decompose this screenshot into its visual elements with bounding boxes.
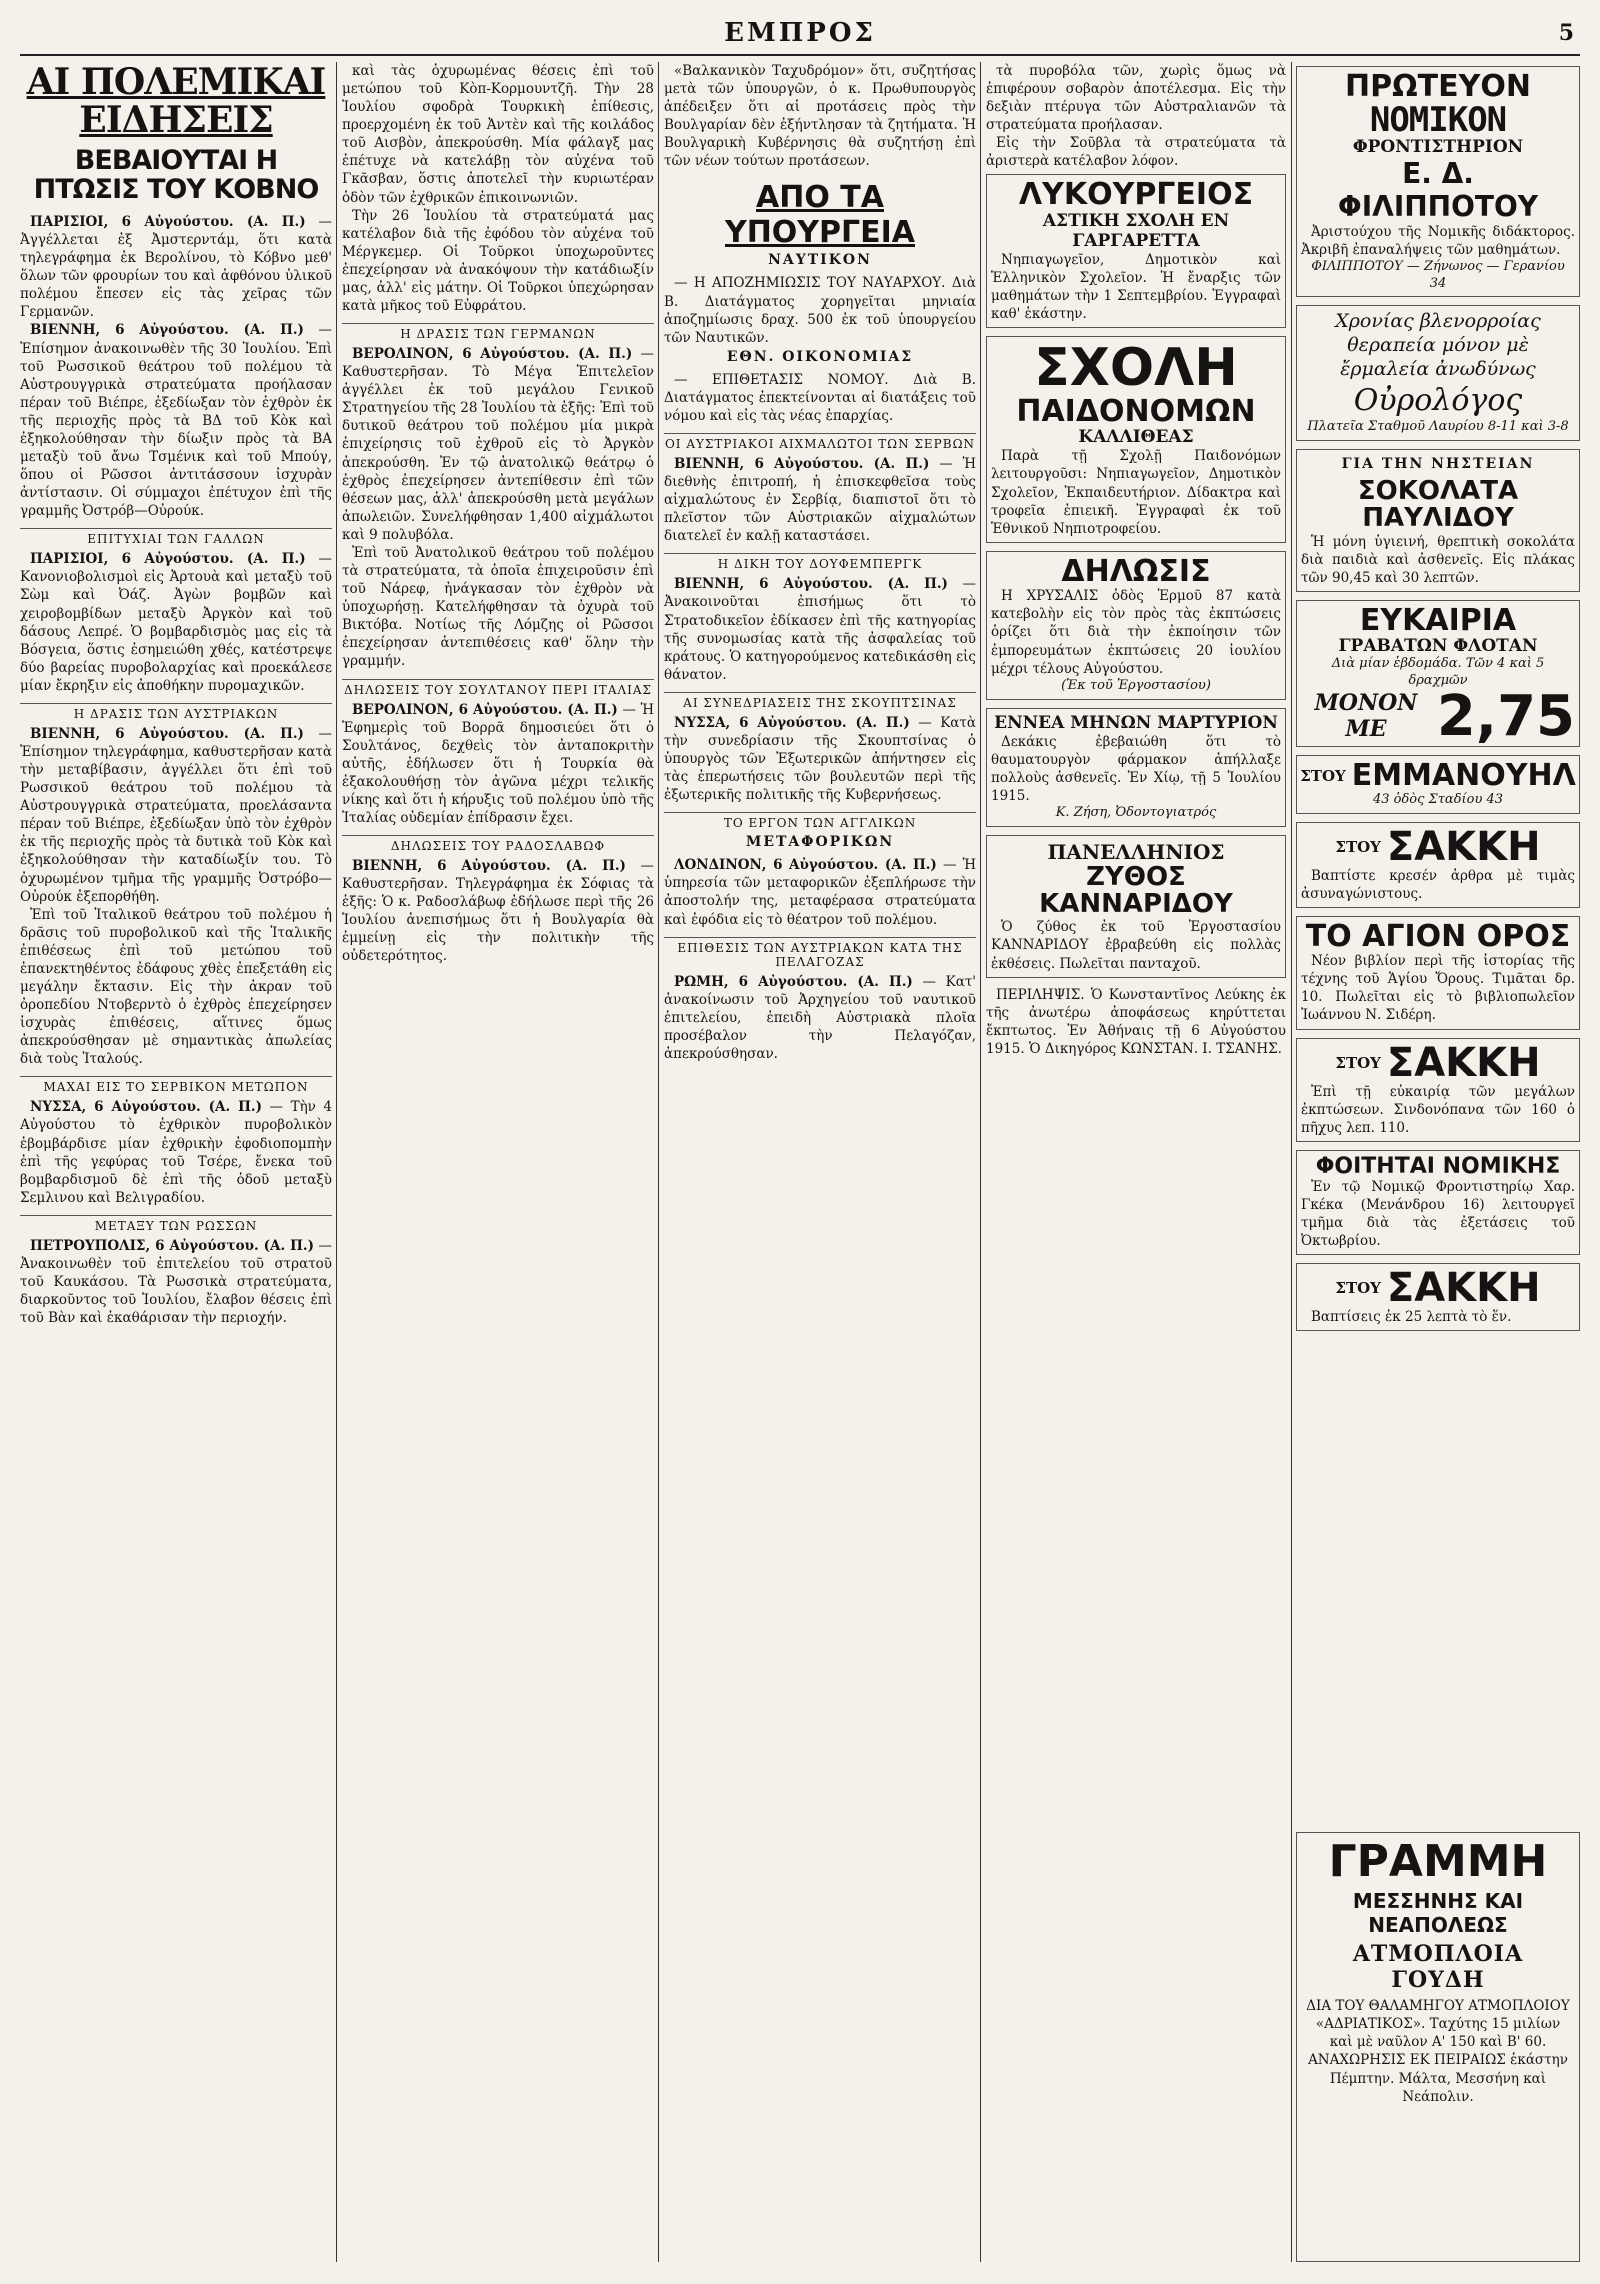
column-1 — [20, 62, 332, 2262]
article-text: — Καθυστερῆσαν. Τὸ Μέγα Ἐπιτελεῖον ἀγγέλλει ἐκ τοῦ μεγάλου Γενικοῦ Στρατηγείου τῆς 28 Ἰουλίου τὰ ἑξῆς: Ἐπὶ τοῦ δυτικοῦ θεάτρου τοῦ πολέμου μία μικρὰ ἐπιχείρησις τοῦ ἐχθροῦ εἰς τὸ Ἀργκὸν ἀπεκρούσθη. Ἐν τῷ ἀνατολικῷ θεάτρῳ ὁ ἐχθρὸς ἐπεχείρησεν ἀντεπίθεσιν ἐπὶ τῶν θέσεων μας, ἀλλ' ἀπεκρούσθη μετὰ μεγάλων ἀπωλειῶν. Συνελήφθησαν 1,400 αἰχμάλωτοι καὶ 9 πολυβόλα. — [342, 346, 654, 543]
ad-text: Ἐν τῷ Νομικῷ Φροντιστηρίῳ Χαρ. Γκέκα (Μενάνδρου 16) λειτουργεῖ τμῆμα διὰ τὰς ἐξετάσεις τοῦ Ὀκτωβρίου. — [1301, 1178, 1575, 1250]
ad-title: ΕΝΝΕΑ ΜΗΝΩΝ ΜΑΡΤΥΡΙΟΝ — [994, 712, 1278, 733]
article-paragraph — [342, 345, 654, 544]
ad-address: Πλατεῖα Σταθμοῦ Λαυρίου 8-11 καὶ 3-8 — [1307, 419, 1569, 435]
article-paragraph — [664, 856, 976, 928]
advertisement — [986, 708, 1286, 827]
dateline: ΒΙΕΝΝΗ, 6 Αὐγούστου. (Α. Π.) — [674, 456, 930, 473]
ad-subtitle: ΖΥΘΟΣ ΚΑΝΝΑΡΙΔΟΥ — [1039, 861, 1233, 920]
advertisement — [1296, 916, 1580, 1030]
legal-notice: ΠΕΡΙΛΗΨΙΣ. Ὁ Κωνσταντῖνος Λεύκης ἐκ τῆς ἀνωτέρω ἀποφάσεως κηρύττεται ἔκπτωτος. Ἐν Ἀθήναις τῇ 6 Αὐγούστου 1915. Ὁ Δικηγόρος ΚΩΝΣΤΑΝ. Ι. ΤΣΑΝΗΣ. — [986, 986, 1286, 1057]
article-text: — Ἡ Ἐφημερὶς τοῦ Βορρᾶ δημοσιεύει ὅτι ὁ Σουλτάνος, δεχθεὶς τὸν ἀνταποκριτὴν αὐτῆς, ἐδήλωσεν ὅτι ἡ Τουρκία θὰ ἐξακολουθήσῃ τὸν ἀγῶνα μέχρι τελικῆς νίκης καὶ ὅτι ἡ κήρυξις τοῦ πολέμου ὑπὸ τῆς Ἰταλίας οὐδεμίαν ἐπίδρασιν ἔχει. — [342, 701, 654, 826]
section-sublabel: ΜΕΤΑΦΟΡΙΚΩΝ — [745, 834, 895, 851]
store-name: ΕΜΜΑΝΟΥΗΛ — [1351, 758, 1576, 794]
column-5 — [1296, 62, 1580, 1822]
shipping-advertisement — [1296, 1832, 1580, 2262]
masthead — [20, 14, 1580, 56]
store-row — [1301, 760, 1575, 792]
ad-subtitle: ΓΡΑΒΑΤΩΝ ΦΛΟΤΑΝ — [1338, 636, 1538, 657]
article-text: — Καθυστερῆσαν. Τηλεγράφημα ἐκ Σόφιας τὰ ἑξῆς: Ὁ κ. Ραδοσλάβωφ ἐδήλωσε περὶ τῆς 26 Ἰουλίου ἀνεπισήμως ὅτι ἡ Βουλγαρία θὰ ἐμμείνῃ εἰς τὴν πολιτικὴν τῆς οὐδετερότητος. — [342, 858, 654, 965]
ad-address: ΦΙΛΙΠΠΟΤΟΥ — Ζήνωνος — Γερανίου 34 — [1311, 258, 1565, 291]
article-text: — Κατ' ἀνακοίνωσιν τοῦ Ἀρχηγείου τοῦ ναυτικοῦ ἐπιτελείου, ἐπειδὴ Αὐστριακὰ πλοῖα προσέβαλον τὴν Πελαγόζαν, ἀπεκρούσθησαν. — [664, 973, 976, 1062]
dateline: ΡΩΜΗ, 6 Αὐγούστου. (Α. Π.) — [674, 973, 913, 990]
ad-signature: Κ. Ζήση, Ὀδοντογιατρός — [1055, 804, 1217, 820]
column-rule — [336, 62, 337, 2262]
advertisement — [1296, 66, 1580, 297]
dateline: ΠΕΤΡΟΥΠΟΛΙΣ, 6 Αὐγούστου. (Α. Π.) — [30, 1237, 314, 1254]
ad-text: Η ΧΡΥΣΑΛΙΣ ὁδὸς Ἑρμοῦ 87 κατὰ κατεβολὴν εἰς τὸν πρὸς τὰς ἐκπτώσεις ὁρίζει ὅτι διὰ τὴν ἐκποίησιν τῶν ἐμπορευμάτων ἐκπτώσεις 20 ἰουλίου μέχρι τέλους Αὐγούστου. — [991, 588, 1281, 677]
ad-signature: (Ἐκ τοῦ Ἐργοστασίου) — [1061, 677, 1211, 693]
article-paragraph: Ἐπὶ τοῦ Ἰταλικοῦ θεάτρου τοῦ πολέμου ἡ δρᾶσις τοῦ πυροβολικοῦ καὶ τῆς Ἰταλικῆς ἐπιθέσεως ἐπὶ τοῦ μετώπου τοῦ ἐπανεκτηθέντος ἐδάφους χθὲς ἐπεξετάθη εἰς μεγάλην ἔκτασιν. Εἰς τὴν ἀκραν τοῦ ὀροπεδίου Ντοβερντὸ ὁ ἐχθρὸς ἐπεχείρησεν ἰσχυρὰς ἐπιθέσεις, αἵτινες ὅμως ἀπεκρούσθησαν μὲ σημαντικὰς ἀπωλείας διὰ τοὺς Ἰταλούς. — [20, 906, 332, 1068]
advertisement — [1296, 822, 1580, 908]
advertisement — [986, 174, 1286, 328]
ad-address: 43 ὁδὸς Σταδίου 43 — [1372, 791, 1504, 807]
article-text: — Τὴν 4 Αὐγούστου τὸ ἐχθρικὸν πυροβολικὸν ἐβομβάρδισε μίαν ἐχθρικὴν ἐφοδιοπομπὴν ἐπὶ τῆς γεφύρας τοῦ Τσέρε, ἔνεκα τοῦ βομβαρδισμοῦ δὲ ἐπὶ τῆς ὁδοῦ μεταξὺ Σεμλινου καὶ Βελιγραδίου. — [20, 1099, 332, 1206]
store-row — [1301, 823, 1575, 870]
ad-title: ΣΧΟΛΗ — [1034, 338, 1238, 399]
ad-text: Βαπτίσεις ἐκ 25 λεπτὰ τὸ ἕν. — [1311, 1309, 1512, 1326]
article-text: — Ἡ ὑπηρεσία τῶν μεταφορικῶν ἐξεπλήρωσε τὴν ἀποστολήν της, μεταφέρασα στρατεύματα καὶ ἐφόδια εἰς τὸ θέατρον τοῦ πολέμου. — [664, 857, 976, 928]
ad-title: Οὐρολόγος — [1353, 382, 1523, 418]
ad-title: ΕΥΚΑΙΡΙΑ — [1359, 602, 1517, 638]
ministry-label: ΝΑΥΤΙΚΟΝ — [768, 252, 872, 269]
ad-text: Χρονίας βλενορροίας θεραπεία μόνον μὲ ἔρμαλεία ἀνωδύνως — [1335, 310, 1541, 380]
section-heading: ΕΠΙΘΕΣΙΣ ΤΩΝ ΑΥΣΤΡΙΑΚΩΝ ΚΑΤΑ ΤΗΣ ΠΕΛΑΓΟΖΑΣ — [664, 937, 976, 969]
newspaper-title: ΕΜΠΡΟΣ — [724, 18, 876, 48]
ad-text: Δεκάκις ἐβεβαιώθη ὅτι τὸ θαυματουργὸν φάρμακον ἀπήλλαξε πολλοὺς ἀσθενεῖς. Ἐν Χίῳ, τῇ 5 Ἰουλίου 1915. — [991, 733, 1281, 804]
dateline: ΒΙΕΝΝΗ, 6 Αὐγούστου. (Α. Π.) — [30, 725, 304, 742]
advertisement — [986, 551, 1286, 700]
shipping-title: ΓΡΑΜΜΗ — [1328, 1836, 1548, 1887]
ad-title: ΤΟ ΑΓΙΟΝ ΟΡΟΣ — [1305, 918, 1571, 954]
column-rule — [980, 62, 981, 2262]
article-paragraph — [20, 550, 332, 695]
article-paragraph — [664, 455, 976, 545]
article-paragraph: τὰ πυροβόλα τῶν, χωρὶς ὅμως νὰ ἐπιφέρουν σοβαρὸν ἀποτέλεσμα. Εἰς τὴν δεξιὰν πτέρυγα τῶν Αὐστραλιανῶν τὰ στρατεύματα προήλασαν. — [986, 63, 1286, 134]
ad-header: ΓΙΑ ΤΗΝ ΝΗΣΤΕΙΑΝ — [1341, 456, 1535, 473]
article-text: — Ἀγγέλλεται ἐξ Ἀμστερντάμ, ὅτι κατὰ τηλεγράφημα ἐκ Βερολίνου, τὸ Κόβνο μεθ' ὅλων τῶν φρουρίων του καὶ ἀφθόνου ὑλικοῦ πολέμου ἔπεσεν εἰς τὰς χεῖρας τῶν Γερμανῶν. — [20, 213, 332, 321]
article-paragraph: Τὴν 26 Ἰουλίου τὰ στρατεύματά μας κατέλαβον διὰ τῆς ἐφόδου τὸν αὐχένα τοῦ Μέργκεμερ. Οἱ Τοῦρκοι ὑποχωροῦντες ἐπεχείρησαν νὰ ἀνακόψουν τὴν κατάδιωξίν μας, ἀλλ' εἰς μάτην. Οἱ Τοῦρκοι ὑπεχώρησαν κατὰ μῆκος τοῦ Εὐφράτου. — [342, 207, 654, 315]
ad-text: Διὰ μίαν ἑβδομάδα. Τῶν 4 καὶ 5 δραχμῶν — [1331, 656, 1545, 689]
dateline: ΝΥΣΣΑ, 6 Αὐγούστου. (Α. Π.) — [674, 714, 910, 731]
price-value: 2,75 — [1436, 683, 1575, 749]
ad-subtitle: ΦΡΟΝΤΙΣΤΗΡΙΟΝ — [1352, 136, 1524, 157]
section-heading: Η ΔΡΑΣΙΣ ΤΩΝ ΑΥΣΤΡΙΑΚΩΝ — [20, 703, 332, 721]
advertisement — [1296, 449, 1580, 592]
column-2 — [342, 62, 654, 2262]
article-text: — Ἐπίσημον ἀνακοινωθὲν τῆς 30 Ἰουλίου. Ἐπὶ τοῦ Ρωσσικοῦ θεάτρου τοῦ πολέμου τὰ Αὐστρουγγρικὰ στρατεύματα προήλασαν πέραν τοῦ Βιέπρε, ἐξεδίωξαν τὸν ἐχθρὸν ἐκ τῆς περιοχῆς πρὸς τὰ ΒΔ τοῦ Κὸκ καὶ ἐξηκολούθησαν τὴν δίωξιν πρὸς τὰ ΒΑ μεταξὺ τοῦ ἄνω Τσμένικ καὶ τοῦ Μπούγ, ὅπου οἱ Ρῶσσοι ἀντιτάσσουν ἰσχυρὰν ἀντίστασιν. Οἱ σύμμαχοι ἐπέτυχον ἐπὶ τῆς γραμμῆς Ὀστρόβ—Οὐρούκ. — [20, 322, 332, 520]
section-heading: ΤΟ ΕΡΓΟΝ ΤΩΝ ΑΓΓΛΙΚΩΝ — [664, 812, 976, 830]
article-paragraph — [20, 725, 332, 906]
section-heading: ΕΠΙΤΥΧΙΑΙ ΤΩΝ ΓΑΛΛΩΝ — [20, 528, 332, 546]
article-paragraph — [20, 213, 332, 321]
ad-text: Βαπτίστε κρεσέν ἀρθρα μὲ τιμὰς ἀσυναγώνιστους. — [1301, 867, 1575, 902]
ad-text: Ἐπὶ τῇ εὐκαιρίᾳ τῶν μεγάλων ἐκπτώσεων. Σινδονόπανα τῶν 160 ὁ πῆχυς λεπ. 110. — [1301, 1083, 1575, 1136]
article-paragraph — [664, 973, 976, 1063]
page-number: 5 — [1558, 20, 1574, 46]
article-paragraph: «Βαλκανικὸν Ταχυδρόμον» ὅτι, συζητήσας μετὰ τῶν ὑπουργῶν, ὁ κ. Πρωθυπουργὸς ἀπέδειξεν ὅτι αἱ προτάσεις πρὸς τὴν Βουλγαρίαν δὲν ἐξήντλησαν τὰ ζητήματα. Ἡ Βουλγαρικὴ Κυβέρνησις θὰ συζητήσῃ ἐπὶ τῶν νέων τούτων προτάσεων. — [664, 63, 976, 170]
article-text: — Ἀνακοινοῦται ἐπισήμως ὅτι τὸ Στρατοδικεῖον ἐδίκασεν ἐπὶ τῆς κατηγορίας τῆς συνομωσίας κατὰ τῆς ἀσφαλείας τοῦ κράτους. Ὁ κατηγορούμενος κατεδικάσθη εἰς θάνατον. — [664, 576, 976, 683]
shipping-company: ΑΤΜΟΠΛΟΙΑ ΓΟΥΔΗ — [1352, 1941, 1524, 1994]
advertisement — [1296, 600, 1580, 747]
ad-title: ΝΟΜΙΚΟΝ — [1369, 99, 1507, 140]
store-prefix: ΣΤΟΥ — [1335, 837, 1381, 856]
article-paragraph: Ἐπὶ τοῦ Ἀνατολικοῦ θεάτρου τοῦ πολέμου τὰ στρατεύματα, τὰ ὁποῖα ἐπιχειροῦσιν ἐπὶ τοῦ Νάρεφ, ἠνάγκασαν τὸν ἐχθρὸν νὰ ὑποχωρήσῃ. Κατελήφθησαν τὰ ὀχυρὰ τοῦ Βικτόβα. Νοτίως τῆς Λόμζης οἱ Ρῶσσοι ἐπεχείρησαν ἀντεπιθέσεις καθ' ὅλην τὴν γραμμήν. — [342, 544, 654, 670]
store-row — [1301, 1265, 1575, 1312]
advertisement — [986, 336, 1286, 542]
price-row — [1301, 683, 1575, 749]
ad-place: ΚΑΛΛΙΘΕΑΣ — [1078, 427, 1194, 448]
section-heading: ΜΕΤΑΞΥ ΤΩΝ ΡΩΣΣΩΝ — [20, 1215, 332, 1233]
section-heading: ΑΙ ΣΥΝΕΔΡΙΑΣΕΙΣ ΤΗΣ ΣΚΟΥΠΤΣΙΝΑΣ — [664, 692, 976, 710]
advertisement — [1296, 755, 1580, 813]
section-heading: ΜΑΧΑΙ ΕΙΣ ΤΟ ΣΕΡΒΙΚΟΝ ΜΕΤΩΠΟΝ — [20, 1076, 332, 1094]
advertisement — [1296, 1150, 1580, 1255]
ministry-label: ΕΘΝ. ΟΙΚΟΝΟΜΙΑΣ — [726, 348, 914, 365]
column-3 — [664, 62, 976, 2262]
ad-title: ΠΑΝΕΛΛΗΝΙΟΣ — [1047, 839, 1225, 864]
store-prefix: ΣΤΟΥ — [1300, 766, 1346, 785]
article-text: — Ἐπίσημον τηλεγράφημα, καθυστερῆσαν κατὰ τὴν μεταβίβασιν, ἀγγέλλει ὅτι ἐπὶ τοῦ Ρωσσικοῦ θεάτρου τοῦ πολέμου τὰ Αὐστρουγγρικὰ στρατεύματα, προελάσαντα πέραν τοῦ Βιέπρε, ἐξεδίωξαν ὑπὸ τὸν ἐχθρὸν ἐκ τῆς περιοχῆς πρὸς τὰ δυτικὰ τοῦ Κὸκ καὶ ἐξηκολούθησαν τὴν καταδίωξίν του. Τὸ ὀχυρωμένον τμῆμα τῆς γραμμῆς Ὀστρόβο—Οὐρούκ ἐξεπορθήθη. — [20, 725, 332, 905]
ad-name: Ε. Δ. ΦΙΛΙΠΠΟΤΟΥ — [1337, 156, 1539, 223]
dateline: ΒΙΕΝΝΗ, 6 Αὐγούστου. (Α. Π.) — [674, 576, 948, 593]
ad-subtitle: ΠΑΙΔΟΝΟΜΩΝ — [1016, 393, 1256, 429]
article-paragraph — [664, 575, 976, 683]
ad-title: ΣΟΚΟΛΑΤΑ ΠΑΥΛΙΔΟΥ — [1357, 476, 1519, 534]
ad-text: Ἀριστούχου τῆς Νομικῆς διδάκτορος. Ἀκριβῆ ἐπαναλήψεις τῶν μαθημάτων. — [1301, 223, 1575, 258]
dateline: ΝΥΣΣΑ, 6 Αὐγούστου. (Α. Π.) — [30, 1099, 263, 1116]
article-text: — Κατὰ τὴν συνεδρίασιν τῆς Σκουπτσίνας ὁ ὑπουργὸς τῶν Ἐξωτερικῶν ἀπήντησεν εἰς τὰς ἐπερωτήσεις τῶν βουλευτῶν περὶ τῆς ἐξωτερικῆς πολιτικῆς τῆς Κυβερνήσεως. — [664, 714, 976, 804]
dateline: ΒΕΡΟΛΙΝΟΝ, 6 Αὐγούστου. (Α. Π.) — [352, 346, 633, 363]
shipping-text: ΔΙΑ ΤΟΥ ΘΑΛΑΜΗΓΟΥ ΑΤΜΟΠΛΟΙΟΥ «ΑΔΡΙΑΤΙΚΟΣ». Ταχύτης 15 μιλίων καὶ μὲ ναῦλον Α' 150 καὶ Β' 60. ΑΝΑΧΩΡΗΣΙΣ ΕΚ ΠΕΙΡΑΙΩΣ ἑκάστην Πέμπτην. Μάλτα, Μεσσήνη καὶ Νεάπολιν. — [1306, 1998, 1570, 2105]
store-name: ΣΑΚΚΗ — [1386, 1039, 1541, 1086]
article-paragraph — [20, 321, 332, 520]
section-banner: ΑΠΟ ΤΑ ΥΠΟΥΡΓΕΙΑ — [724, 180, 916, 251]
ad-text: Ἡ μόνη ὑγιεινή, θρεπτικὴ σοκολάτα διὰ παιδιὰ καὶ ἀσθενεῖς. Εἰς πλάκας τῶν 90,45 καὶ 30 λεπτῶν. — [1301, 533, 1575, 586]
advertisement — [1296, 1038, 1580, 1142]
article-paragraph — [342, 857, 654, 965]
article-paragraph: καὶ τὰς ὀχυρωμένας θέσεις ἐπὶ τοῦ μετώπου τοῦ Κὸπ-Κορμουντζῆ. Τὴν 28 Ἰουλίου σφοδρὰ Τουρκικὴ ἐπίθεσις, προερχομένη ἐκ τοῦ Ἀντὲν καὶ τῆς κοιλάδος τοῦ Αισβὸν, ἀπεκρούσθη. Μία φάλαγξ μας ἐπέτυχε νὰ κατελάβῃ τὸν αὐχένα τοῦ Γκᾶσβαν, ὅστις ἀποτελεῖ τὴν κυριωτέραν ὁδὸν τῶν ἐχθρικῶν ἐπικοινωνιῶν. — [342, 63, 654, 206]
column-rule — [658, 62, 659, 2262]
section-heading: Η ΔΡΑΣΙΣ ΤΩΝ ΓΕΡΜΑΝΩΝ — [342, 323, 654, 341]
store-row — [1301, 1039, 1575, 1086]
article-paragraph: Εἰς τὴν Σοῦβλα τὰ στρατεύματα τὰ ἀριστερὰ κατέλαβον λόφον. — [986, 135, 1286, 170]
article-paragraph: — ΕΠΙΘΕΤΑΣΙΣ ΝΟΜΟΥ. Διὰ Β. Διατάγματος ἐπεκτείνονται αἱ διατάξεις τοῦ νόμου καὶ εἰς τὰς νέας ἐπαρχίας. — [664, 371, 976, 424]
shipping-subtitle: ΜΕΣΣΗΝΗΣ ΚΑΙ ΝΕΑΠΟΛΕΩΣ — [1352, 1889, 1524, 1938]
article-paragraph — [20, 1098, 332, 1206]
store-prefix: ΣΤΟΥ — [1335, 1053, 1381, 1072]
sub-headline: ΒΕΒΑΙΟΥΤΑΙ Η ΠΤΩΣΙΣ ΤΟΥ ΚΟΒΝΟ — [33, 144, 319, 206]
ad-text: Νέον βιβλίον περὶ τῆς ἱστορίας τῆς τέχνης τοῦ Ἁγίου Ὄρους. Τιμᾶται δρ. 10. Πωλεῖται εἰς τὸ βιβλιοπωλεῖον Ἰωάννου Ν. Σιδέρη. — [1301, 953, 1575, 1024]
main-headline: ΑΙ ΠΟΛΕΜΙΚΑΙ ΕΙΔΗΣΕΙΣ — [26, 62, 326, 141]
ad-text: Νηπιαγωγεῖον, Δημοτικὸν καὶ Ἑλληνικὸν Σχολεῖον. Ἡ ἔναρξις τῶν μαθημάτων τὴν 1 Σεπτεμβρίου. Ἐγγραφαὶ καθ' ἑκάστην. — [991, 251, 1281, 323]
ad-title: ΛΥΚΟΥΡΓΕΙΟΣ — [1018, 177, 1254, 213]
article-text: — Ἡ διεθνὴς ἐπιτροπή, ἡ ἐπισκεφθεῖσα τοὺς αἰχμαλώτους ἐν Σερβίᾳ, διαπιστοῖ ὅτι τὸ πλεῖστον τῶν Αὐστριακῶν αἰχμαλώτων διατελεῖ ἐν καλῇ καταστάσει. — [664, 456, 976, 545]
ad-text: Ὁ ζύθος ἐκ τοῦ Ἐργοστασίου ΚΑΝΝΑΡΙΔΟΥ ἐβραβεύθη εἰς πολλὰς ἐκθέσεις. Πωλεῖται πανταχοῦ. — [991, 919, 1281, 972]
store-name: ΣΑΚΚΗ — [1386, 1265, 1541, 1312]
dateline: ΒΙΕΝΝΗ, 6 Αὐγούστου. (Α. Π.) — [30, 322, 304, 339]
ad-title: ΦΟΙΤΗΤΑΙ ΝΟΜΙΚΗΣ — [1315, 1153, 1561, 1179]
dateline: ΛΟΝΔΙΝΟΝ, 6 Αὐγούστου. (Α. Π.) — [674, 857, 937, 874]
store-prefix: ΣΤΟΥ — [1335, 1279, 1381, 1298]
advertisement — [1296, 305, 1580, 441]
dateline: ΠΑΡΙΣΙΟΙ, 6 Αὐγούστου. (Α. Π.) — [30, 551, 306, 568]
article-paragraph — [20, 1237, 332, 1327]
ad-subtitle: ΑΣΤΙΚΗ ΣΧΟΛΗ ΕΝ ΓΑΡΓΑΡΕΤΤΑ — [1042, 210, 1230, 251]
dateline: ΒΙΕΝΝΗ, 6 Αὐγούστου. (Α. Π.) — [352, 858, 626, 875]
store-name: ΣΑΚΚΗ — [1386, 823, 1541, 870]
article-paragraph — [342, 701, 654, 828]
article-paragraph: — Η ΑΠΟΖΗΜΙΩΣΙΣ ΤΟΥ ΝΑΥΑΡΧΟΥ. Διὰ Β. Διατάγματος χορηγεῖται μηνιαία ἀποζημίωσις δραχ. 500 ἐκ τοῦ ὑπουργείου τῶν Ναυτικῶν. — [664, 275, 976, 346]
section-heading: ΔΗΛΩΣΕΙΣ ΤΟΥ ΡΑΔΟΣΛΑΒΩΦ — [342, 835, 654, 853]
column-4 — [986, 62, 1286, 2262]
column-rule — [1291, 62, 1292, 2262]
dateline: ΒΕΡΟΛΙΝΟΝ, 6 Αὐγούστου. (Α. Π.) — [352, 701, 618, 718]
section-heading: ΟΙ ΑΥΣΤΡΙΑΚΟΙ ΑΙΧΜΑΛΩΤΟΙ ΤΩΝ ΣΕΡΒΩΝ — [664, 433, 976, 451]
advertisement — [1296, 1263, 1580, 1331]
dateline: ΠΑΡΙΣΙΟΙ, 6 Αὐγούστου. (Α. Π.) — [30, 213, 306, 230]
article-text: — Ἀνακοινωθὲν τοῦ ἐπιτελείου τοῦ στρατοῦ τοῦ Καυκάσου. Τὰ Ρωσσικὰ στρατεύματα, διαρκοῦντος τοῦ Ἰουλίου, ἔλαβον θέσεις ἐπὶ τοῦ Βὰν καὶ ἐκαθάρισαν τὴν περιοχήν. — [20, 1237, 332, 1327]
article-text: — Κανονιοβολισμοὶ εἰς Ἀρτουὰ καὶ μεταξὺ τοῦ Σὼμ καὶ Ὀάζ. Ἀγὼν βομβῶν καὶ χειροβομβίδων μεταξὺ Ἀργκὸν καὶ τοῦ δάσους Λεπρέ. Ὁ βομβαρδισμὸς μας εἰς τὰ Βόσγεια, ὅστις ἐσημειώθη χθές, κατέστρεψε δύο βαρείας πυροβολαρχίας καὶ προεκάλεσε μίαν ἔκρηξιν εἰς ἀποθήκην πυρομαχικῶν. — [20, 551, 332, 694]
section-heading: ΔΗΛΩΣΕΙΣ ΤΟΥ ΣΟΥΛΤΑΝΟΥ ΠΕΡΙ ΙΤΑΛΙΑΣ — [342, 679, 654, 697]
ad-top: ΠΡΩΤΕΥΟΝ — [1345, 69, 1531, 104]
price-label: ΜΟΝΟΝ ΜΕ — [1314, 690, 1418, 743]
ad-text: Παρὰ τῇ Σχολῇ Παιδονόμων λειτουργοῦσι: Νηπιαγωγεῖον, Δημοτικὸν Σχολεῖον, Ἐκπαιδευτήριον. Δίδακτρα καὶ τροφεῖα ἐπιεικῆ. Ἐγγραφαὶ ἐκ τοῦ Ἑθνικοῦ Νηπιοτροφείου. — [991, 448, 1281, 537]
section-heading: Η ΔΙΚΗ ΤΟΥ ΔΟΥΦΕΜΠΕΡΓΚ — [664, 553, 976, 571]
newspaper-page — [20, 14, 1580, 2270]
advertisement — [986, 835, 1286, 978]
ad-title: ΔΗΛΩΣΙΣ — [1061, 553, 1211, 589]
article-paragraph — [664, 714, 976, 804]
